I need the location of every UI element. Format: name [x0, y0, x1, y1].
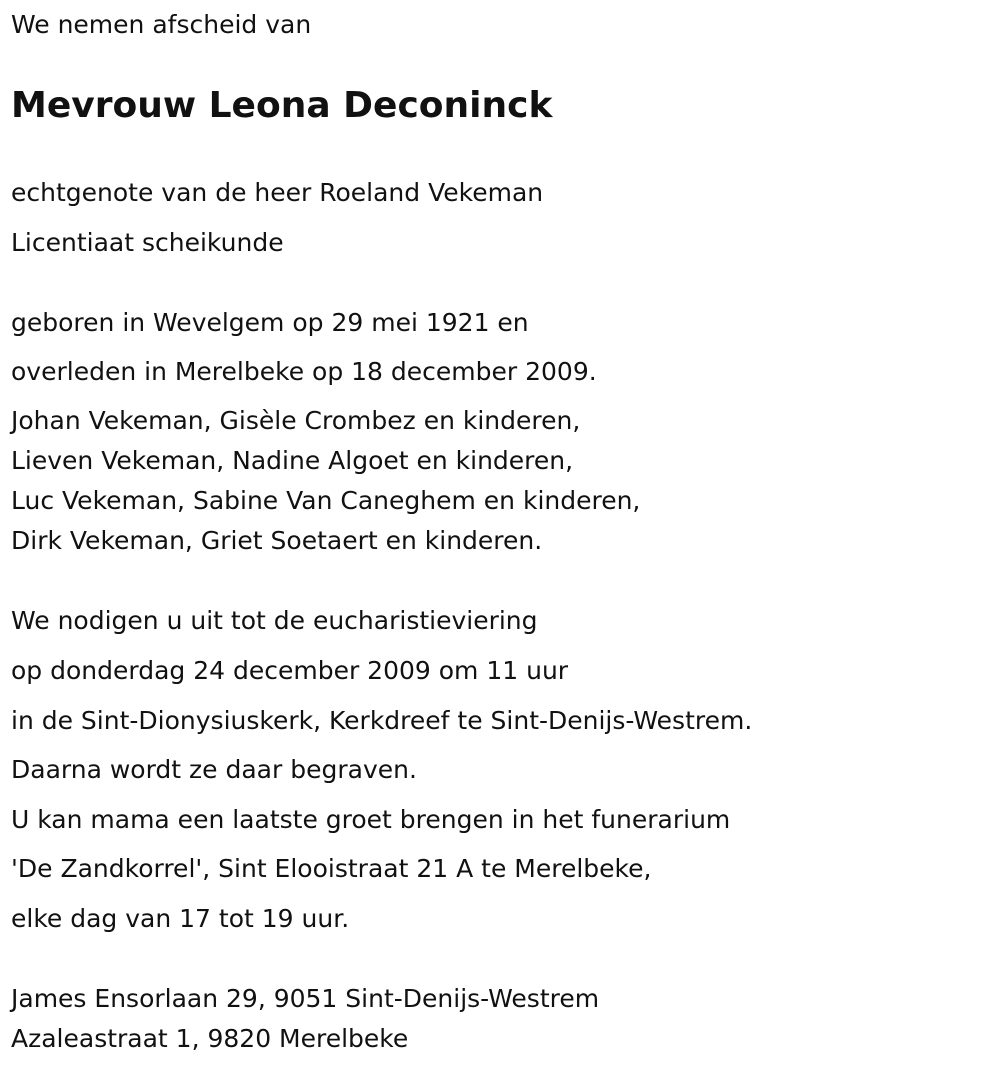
spouse-text: echtgenote van de heer Roeland Vekeman [11, 178, 544, 207]
family-line: Dirk Vekeman, Griet Soetaert en kinderen. [11, 526, 543, 555]
family-line: Luc Vekeman, Sabine Van Caneghem en kinderen, [11, 486, 641, 515]
ceremony-line: elke dag van 17 tot 19 uur. [11, 904, 350, 933]
ceremony-line: in de Sint-Dionysiuskerk, Kerkdreef te Sint-Denijs-Westrem. [11, 706, 753, 735]
ceremony-line: op donderdag 24 december 2009 om 11 uur [11, 656, 569, 685]
intro-text: We nemen afscheid van [11, 10, 312, 39]
deceased-name: Mevrouw Leona Deconinck [11, 85, 553, 126]
ceremony-line: 'De Zandkorrel', Sint Elooistraat 21 A te Merelbeke, [11, 854, 652, 883]
birth-text: geboren in Wevelgem op 29 mei 1921 en [11, 308, 529, 337]
ceremony-line: U kan mama een laatste groet brengen in het funerarium [11, 805, 731, 834]
ceremony-line: Daarna wordt ze daar begraven. [11, 755, 417, 784]
address-line: Azaleastraat 1, 9820 Merelbeke [11, 1024, 409, 1053]
address-line: James Ensorlaan 29, 9051 Sint-Denijs-Westrem [11, 984, 600, 1013]
profession-text: Licentiaat scheikunde [11, 228, 284, 257]
death-text: overleden in Merelbeke op 18 december 2009. [11, 357, 597, 386]
family-line: Lieven Vekeman, Nadine Algoet en kinderen, [11, 446, 574, 475]
family-line: Johan Vekeman, Gisèle Crombez en kinderen, [11, 406, 581, 435]
ceremony-line: We nodigen u uit tot de eucharistieviering [11, 606, 538, 635]
